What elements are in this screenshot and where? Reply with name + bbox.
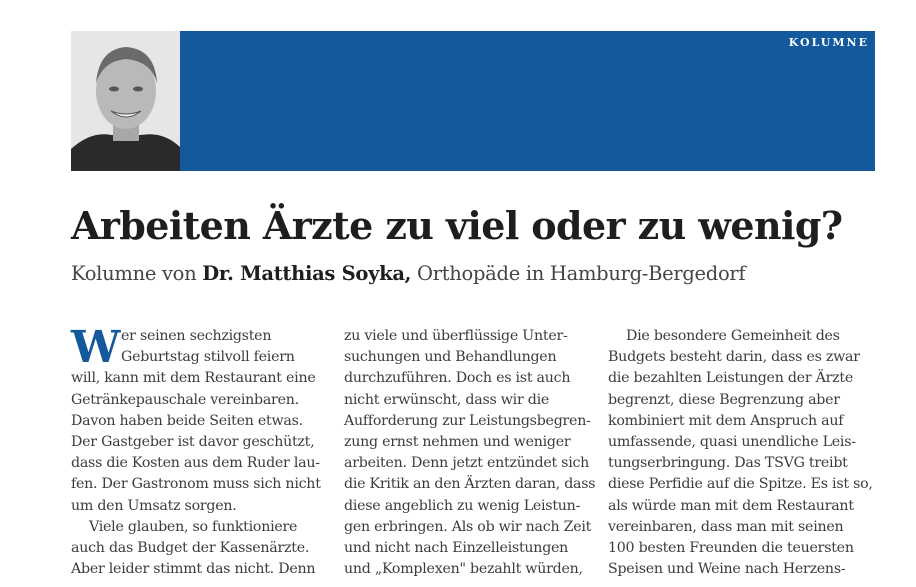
header-banner [180,31,875,171]
text-line: Viele glauben, so funktioniere [89,518,298,535]
text-line: Der Gastgeber ist davor geschützt, [71,434,315,451]
text-line: vereinbaren, dass man mit seinen [608,518,844,535]
text-line: Getränkepauschale vereinbaren. [71,391,299,408]
text-line: begrenzt, diese Begrenzung aber [608,391,840,408]
byline-suffix: Orthopäde in Hamburg-Bergedorf [411,262,746,285]
text-line: diese Perfidie auf die Spitze. Es ist so, [608,476,873,493]
text-line: Geburtstag stilvoll feiern [121,349,295,366]
text-line: dass die Kosten aus dem Ruder lau- [71,455,320,472]
text-line: gen erbringen. Als ob wir nach Zeit [344,518,592,535]
article-column-3 [608,326,878,580]
text-line: suchungen und Behandlungen [344,349,557,366]
byline-prefix: Kolumne von [71,262,203,285]
article-column-1 [71,322,333,580]
article-column-2 [344,326,594,580]
text-line: als würde man mit dem Restaurant [608,497,854,514]
text-line: die bezahlten Leistungen der Ärzte [608,370,853,387]
author-photo [71,31,180,171]
portrait-image [71,31,180,171]
text-line: und nicht nach Einzelleistungen [344,540,569,557]
section-tag: KOLUMNE [788,36,869,49]
text-line: umfassende, quasi unendliche Leis- [608,434,856,451]
text-line: Budgets besteht darin, dass es zwar [608,349,860,366]
byline-author: Dr. Matthias Soyka, [202,262,412,285]
text-line: er seinen sechzigsten [121,328,272,344]
text-line: will, kann mit dem Restaurant eine [71,370,316,387]
text-line: Die besondere Gemeinheit des [626,328,840,344]
text-line: fen. Der Gastronom muss sich nicht [71,476,321,493]
text-line: Aufforderung zur Leistungsbegren- [344,412,591,429]
text-line: durchzuführen. Doch es ist auch [344,370,571,387]
text-line: nicht erwünscht, dass wir die [344,391,550,408]
text-line: diese angeblich zu wenig Leistun- [344,497,581,514]
text-line: tungserbringung. Das TSVG treibt [608,455,848,472]
drop-cap: W [71,322,118,373]
text-line: kombiniert mit dem Anspruch auf [608,412,844,429]
text-line: auch das Budget der Kassenärzte. [71,540,310,557]
text-line: Aber leider stimmt das nicht. Denn [71,561,316,578]
text-line: arbeiten. Denn jetzt entzündet sich [344,455,590,472]
text-line: die Kritik an den Ärzten daran, dass [344,476,596,493]
article-title: Arbeiten Ärzte zu viel oder zu wenig? [71,203,843,248]
text-line: zung ernst nehmen und weniger [344,434,571,451]
text-line: Davon haben beide Seiten etwas. [71,412,303,429]
text-line: 100 besten Freunden die teuersten [608,540,854,557]
byline [71,262,745,285]
text-line: und „Komplexen" bezahlt würden, [344,561,583,578]
text-line: zu viele und überflüssige Unter- [344,328,568,344]
text-line: Speisen und Weine nach Herzens- [608,561,846,578]
text-line: um den Umsatz sorgen. [71,497,237,514]
